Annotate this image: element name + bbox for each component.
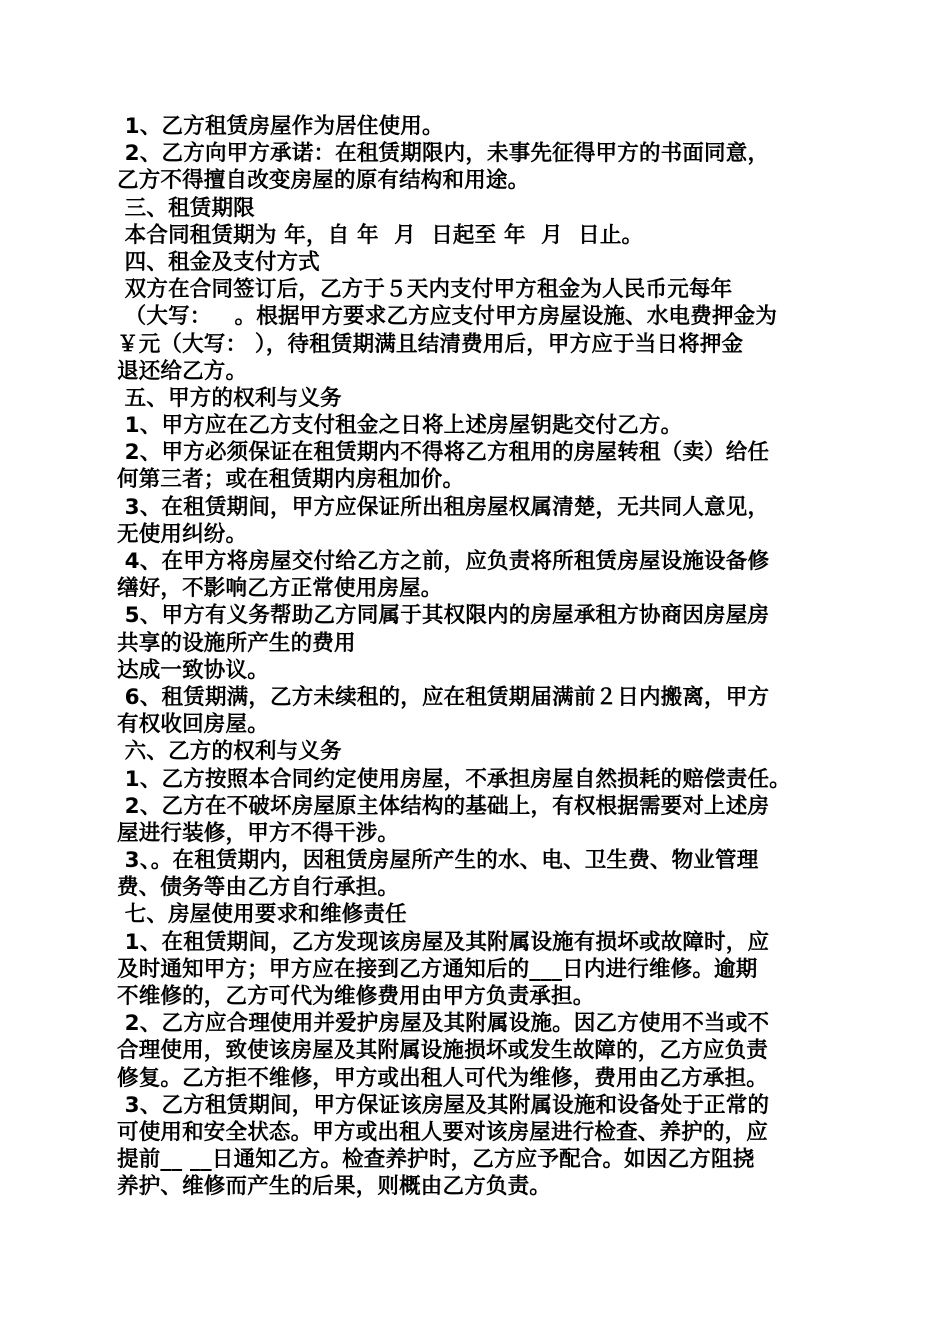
text-line: 有权收回房屋。: [117, 712, 269, 738]
text-line: 何第三者；或在租赁期内房租加价。: [117, 467, 465, 493]
section-heading: 三、租赁期限: [117, 195, 255, 221]
text-line: 无使用纠纷。: [117, 521, 248, 547]
section-heading: 七、房屋使用要求和维修责任: [117, 902, 407, 928]
text-line: 本合同租赁期为 年，自 年 月 日起至 年 月 日止。: [117, 222, 644, 248]
text-line: 3、乙方租赁期间，甲方保证该房屋及其附属设施和设备处于正常的: [117, 1092, 770, 1118]
text-line: 2、乙方在不破坏房屋原主体结构的基础上，有权根据需要对上述房: [117, 793, 770, 819]
text-line: 共享的设施所产生的费用: [117, 630, 356, 656]
text-line: 6、租赁期满，乙方未续租的，应在租赁期届满前２日内搬离，甲方: [117, 684, 770, 710]
text-line: 1、乙方租赁房屋作为居住使用。: [117, 114, 444, 139]
text-line: 修复。乙方拒不维修，甲方或出租人可代为维修，费用由乙方承担。: [117, 1065, 769, 1091]
text-line: 屋进行装修，甲方不得干涉。: [117, 820, 400, 846]
text-line: 1、甲方应在乙方支付租金之日将上述房屋钥匙交付乙方。: [117, 413, 683, 439]
text-line: 3、在租赁期间，甲方应保证所出租房屋权属清楚，无共同人意见，: [117, 494, 770, 520]
text-line: 费、债务等由乙方自行承担。: [117, 875, 400, 901]
text-line: 达成一致协议。: [117, 657, 269, 683]
section-heading: 六、乙方的权利与义务: [117, 739, 342, 765]
text-line: 缮好，不影响乙方正常使用房屋。: [117, 576, 443, 602]
document-body: [117, 113, 847, 1201]
text-line: 2、甲方必须保证在租赁期内不得将乙方租用的房屋转租（卖）给任: [117, 440, 770, 466]
text-line: ￥元（大写： ），待租赁期满且结清费用后，甲方应于当日将押金: [117, 331, 744, 357]
text-line: （大写： 。根据甲方要求乙方应支付甲方房屋设施、水电费押金为: [117, 304, 778, 330]
text-line: 双方在合同签订后，乙方于５天内支付甲方租金为人民币元每年: [117, 277, 733, 303]
text-line: 4、在甲方将房屋交付给乙方之前，应负责将所租赁房屋设施设备修: [117, 549, 770, 574]
text-line: 5、甲方有义务帮助乙方同属于其权限内的房屋承租方协商因房屋房: [117, 603, 770, 629]
text-line: 退还给乙方。: [117, 358, 248, 384]
text-line: 1、在租赁期间，乙方发现该房屋及其附属设施有损坏或故障时，应: [117, 929, 770, 955]
text-line: 2、乙方向甲方承诺：在租赁期限内，未事先征得甲方的书面同意，: [117, 141, 770, 167]
text-line: 提前__ __日通知乙方。检查养护时，乙方应予配合。如因乙方阻挠: [117, 1147, 755, 1173]
text-line: 不维修的，乙方可代为维修费用由甲方负责承担。: [117, 984, 595, 1009]
section-heading: 五、甲方的权利与义务: [117, 385, 342, 411]
text-line: 合理使用，致使该房屋及其附属设施损坏或发生故障的，乙方应负责: [117, 1038, 769, 1064]
text-line: 及时通知甲方；甲方应在接到乙方通知后的___日内进行维修。逾期: [117, 956, 758, 982]
text-line: 可使用和安全状态。甲方或出租人要对该房屋进行检查、养护的，应: [117, 1119, 769, 1145]
text-line: 3、。在租赁期内，因租赁房屋所产生的水、电、卫生费、物业管理: [117, 848, 759, 874]
text-line: 乙方不得擅自改变房屋的原有结构和用途。: [117, 168, 530, 194]
section-heading: 四、租金及支付方式: [117, 249, 320, 275]
text-line: 1、乙方按照本合同约定使用房屋，不承担房屋自然损耗的赔偿责任。: [117, 766, 791, 792]
text-line: 2、乙方应合理使用并爱护房屋及其附属设施。因乙方使用不当或不: [117, 1011, 770, 1037]
text-line: 养护、维修而产生的后果，则概由乙方负责。: [117, 1174, 552, 1200]
